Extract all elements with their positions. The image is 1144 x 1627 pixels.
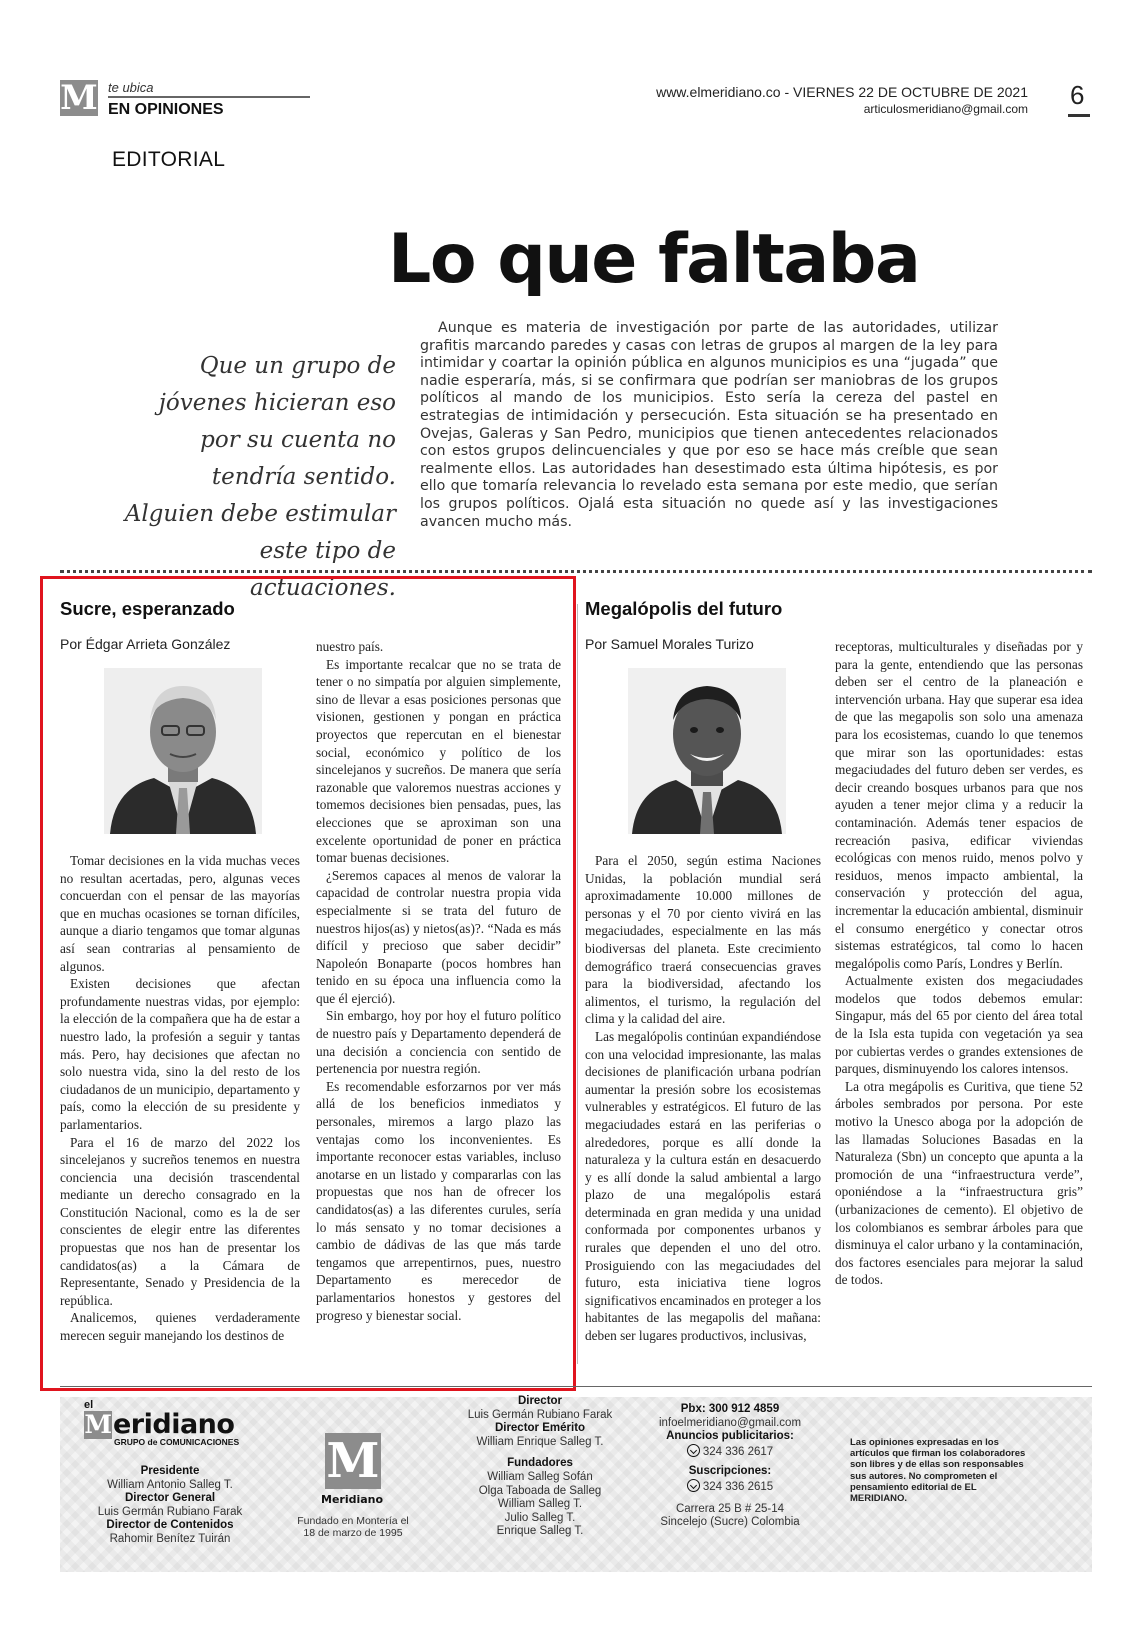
brand-name: eridiano — [113, 1409, 235, 1440]
ads-phone[interactable]: 324 336 2617 — [702, 1445, 774, 1458]
article-paragraph: receptoras, multiculturales y diseñadas por y para la gente, entendiendo que las personas deben ser el centro de la planeación e intervención urbana. Hay que superar esa idea de que las megapolis son solo una amenaza para los ecosistemas, cuando lo que tenemos que mirar son las oportunidades: estas megaciudades del futuro deben ser verdes, es decir creando bosques urbanos para que nos ayuden a tener mejor clima y a reducir la contaminación. Además tener espacios de recreación pasiva, edificar viviendas ecológicas con menos ruido, menos polvo y residuos, menos impacto ambiental, la conservación y protección del agua, incrementar la educación ambiental, disminuir el consumo energético y conectar otros sistemas estratégicos, tal como lo hacen megalópolis como París, Londres y Berlín. — [835, 639, 1083, 971]
article-title: Sucre, esperanzado — [60, 598, 235, 619]
founder-name: Enrique Salleg T. — [496, 1525, 584, 1538]
article-column — [60, 852, 300, 1345]
tagline: te ubica — [108, 80, 154, 95]
author-portrait-image — [628, 668, 786, 834]
article-column — [316, 638, 561, 1324]
brand-el: el — [84, 1399, 94, 1411]
site-and-date: www.elmeridiano.co - VIERNES 22 DE OCTUBRE DE 2021 — [656, 84, 1028, 100]
founder-name: Julio Salleg T. — [504, 1511, 576, 1524]
founded-note: Fundado en Montería el 18 de marzo de 1995 — [297, 1515, 409, 1539]
article-title: Megalópolis del futuro — [585, 598, 783, 619]
address: Carrera 25 B # 25-14 — [675, 1502, 785, 1515]
footer-logo-text: Meridiano — [321, 1493, 384, 1506]
article-paragraph: Es importante recalcar que no se trata de tener o no simpatía por alguien simplemente, sino de llevar a esas posiciones personas que visionen, gestionen y pongan en práctica proyectos que repercutan en el bienestar social, económico y político de los sincelejanos y sucreños. De manera que sería razonable que valoremos nuestras acciones y tomemos decisiones bien pensadas, pues, las elecciones que se aproximan son una excelente oportunidad de poner en práctica tomar buenas decisiones. — [316, 656, 561, 866]
disclaimer: Las opiniones expresadas en los artículos que firman los colaboradores son libres y de ellas son responsables sus autores. No comprometen el pensamiento editorial de EL MERIDIANO. — [850, 1437, 1026, 1505]
article-paragraph: Sin embargo, hoy por hoy el futuro político de nuestro país y Departamento dependerá de una decisión a conciencia con sentido de pertenencia por nuestra región. — [316, 1008, 561, 1077]
contact-email: articulosmeridiano@gmail.com — [863, 102, 1028, 116]
article-paragraph: Es recomendable esforzarnos por ver más allá de los beneficios inmediatos y personales, miremos a largo plazo las ventajas como los inconvenientes. Es importante reconocer estas variables, incluso anotarse en un listado y compararlas con las propuestas que nos han de ofrecer los candidatos(as) a las diferentes curules, sería lo más sensato y no tomar decisiones a cambio de dádivas de las que más tarde tengamos que arrepentirnos, pues, nuestro Departamento es merecedor de parlamentarios honestos y gestores del progreso y bienestar social. — [316, 1078, 561, 1323]
author-portrait-image — [104, 668, 262, 834]
section-label: EDITORIAL — [112, 148, 226, 171]
staff-role: Director Emérito — [494, 1422, 586, 1435]
brand-letter: M — [84, 1410, 112, 1439]
masthead-footer — [60, 1397, 1092, 1572]
contact-info — [650, 1403, 810, 1530]
dotted-divider — [60, 570, 1092, 573]
staff-role: Director de Contenidos — [106, 1519, 234, 1532]
article-paragraph: Existen decisiones que afectan profundamente nuestras vidas, por ejemplo: la elección de la compañera que ha de estar a nuestro lado, la profesión a seguir y tantas más. Pero, hay decisiones que afectan no solo nuestra vida, sino la del resto de los ciudadanos de un municipio, departamento y país, como la elección de su presidente y parlamentarios. — [60, 976, 300, 1132]
author-photo — [628, 668, 786, 834]
ads-label: Anuncios publicitarios: — [666, 1430, 794, 1443]
staff-name: Luis Germán Rubiano Farak — [97, 1505, 243, 1518]
staff-role: Director — [517, 1395, 563, 1407]
article-byline: Por Édgar Arrieta González — [60, 636, 231, 652]
staff-name: William Enrique Salleg T. — [476, 1435, 604, 1448]
founder-name: Olga Taboada de Salleg — [478, 1484, 602, 1497]
article-paragraph: Tomar decisiones en la vida muchas veces no resultan acertadas, pero, algunas veces concuerdan con el pensar de las mayorías que en muchas ocasiones se tornan difíciles, aunque a diario tengamos que tomar algunas así sean contrarias al pensamiento de algunos. — [60, 853, 300, 974]
section-name: EN OPINIONES — [108, 101, 224, 118]
brand-group: GRUPO de COMUNICACIONES — [114, 1437, 240, 1447]
editorial-headline: Lo que faltaba — [388, 220, 920, 299]
article-paragraph: Actualmente existen dos megaciudades modelos que todos debemos emular: Singapur, más del 65 por ciento del área total de la Isla esta tupida con vegetación ya sea por cubiertas verdes o grandes extensiones de parques, disminuyendo los calores intensos. — [835, 973, 1083, 1077]
info-email[interactable]: infoelmeridiano@gmail.com — [658, 1416, 802, 1429]
article-byline: Por Samuel Morales Turizo — [585, 636, 754, 652]
pull-quote: Que un grupo de jóvenes hicieran eso por su cuenta no tendría sentido. Alguien debe estimular este tipo de actuaciones. — [124, 353, 396, 601]
page-number-rule — [1068, 114, 1090, 117]
article-paragraph: Analicemos, quienes verdaderamente merecen seguir manejando los destinos de — [60, 1310, 300, 1344]
tagline-rule — [108, 96, 310, 98]
founder-name: William Salleg T. — [497, 1498, 583, 1511]
editorial-body: Aunque es materia de investigación por parte de las autoridades, utilizar grafitis marcando paredes y casas con letras de grupos al margen de la ley para intimidar y coartar la opinión pública en algunos municipios es una “jugada” que nadie esperaría, más, si se confirmara que podrían ser maniobras de los grupos políticos al mando de los municipios. Esto sería la cereza del pastel en estrategias de intimidación y persecución. Esta situación se ha presentado en Ovejas, Galeras y San Pedro, municipios que tienen antecedentes relacionados con estos grupos delincuenciales y que por eso se hace más creíble que sean realmente ellos. Las autoridades han desestimado esta última hipótesis, es por ello que tomaría relevancia lo revelado esta semana por este medio, que serían los grupos políticos. Ojalá esta situación no quede así y las investigaciones avancen mucho más. — [420, 320, 998, 530]
article-column — [835, 638, 1083, 1289]
article-column — [585, 852, 821, 1345]
staff-role: Presidente — [140, 1465, 200, 1477]
footer-rule — [60, 1386, 1092, 1387]
subs-phone[interactable]: 324 336 2615 — [702, 1480, 774, 1493]
subs-label: Suscripciones: — [688, 1465, 772, 1478]
city: Sincelejo (Sucre) Colombia — [660, 1516, 800, 1529]
article-paragraph: Para el 16 de marzo del 2022 los sincelejanos y sucreños tenemos en nuestra conciencia una decisión trascendental mediante un derecho consagrado en la Constitución Nacional, como es la de ser conscientes de elegir entre las diferentes propuestas que nos han de presentar los candidatos(as) a la Cámara de Representante, Senado y Presidencia de la república. — [60, 1134, 300, 1308]
page-number: 6 — [1070, 80, 1085, 110]
staff-role: Fundadores — [507, 1457, 573, 1470]
staff-left — [80, 1465, 260, 1547]
footer-brand — [84, 1399, 239, 1447]
brand-wordmark — [84, 1411, 239, 1439]
staff-center — [450, 1395, 630, 1539]
pbx: Pbx: 300 912 4859 — [680, 1403, 780, 1415]
staff-name: William Antonio Salleg T. — [107, 1478, 233, 1491]
staff-role: Director General — [124, 1492, 216, 1505]
article-paragraph: La otra megápolis es Curitiva, que tiene 52 árboles sembrados por persona. Por este motivo la Unesco aboga por la adopción de las llamadas Soluciones Basadas en la Naturaleza (Sbn) un concepto que apunta a la promoción de una “infraestructura verde”, oponiéndose a la “infraestructura gris” (urbanizaciones de cemento). El objetivo de los colombianos es sembrar árboles para que disminuya el calor urbano y la contaminación, dos factores esenciales para mejorar la salud de todos. — [835, 1078, 1083, 1288]
column-divider — [577, 604, 578, 1364]
whatsapp-icon — [687, 1444, 700, 1457]
footer-logo: M — [326, 1433, 380, 1489]
article-paragraph: ¿Seremos capaces al menos de valorar la capacidad de controlar nuestra propia vida especialmente si se trata del futuro de nuestros hijos(as) y nietos(as)?. “Nada es más difícil y precioso que saber decidir” Napoleón Bonaparte (pocos hombres han tenido en su época una influencia como la que él ejerció). — [316, 867, 561, 1006]
staff-name: Rahomir Benítez Tuirán — [109, 1532, 231, 1545]
article-paragraph: Para el 2050, según estima Naciones Unidas, la población mundial será aproximadamente 10.000 millones de personas y el 70 por ciento vivirá en las megaciudades, especialmente en las más biodiversas del planeta. Este crecimiento demográfico traerá consecuencias graves para la biodiversidad, afectando los alimentos, el turismo, la regulación del clima y la calidad del aire. — [585, 853, 821, 1027]
ads-phone-row — [650, 1444, 810, 1460]
author-photo — [104, 668, 262, 834]
newspaper-logo: M — [60, 78, 98, 118]
staff-name: Luis Germán Rubiano Farak — [467, 1408, 613, 1421]
subs-phone-row — [650, 1479, 810, 1495]
article-paragraph: Las megalópolis continúan expandiéndose con una velocidad impresionante, las malas decisiones de planificación urbana podrían aumentar la presión sobre los ecosistemas vulnerables y estratégicos. El futuro de las megaciudades estará en las periferias o alrededores, porque es allí donde la naturaleza y la cultura están en desacuerdo y es allí donde la salud ambiental a largo plazo de una megalópolis estará determinada en gran medida y una unidad conformada por componentes urbanos y rurales que dependen el uno del otro. Prosiguiendo con las megaciudades del futuro, esta iniciativa tiene logros significativos encaminados en proteger a los habitantes de las megapolis del mañana: deben ser lugares productivos, inclusivas, — [585, 1028, 821, 1344]
article-paragraph: nuestro país. — [316, 639, 384, 654]
whatsapp-icon — [687, 1479, 700, 1492]
founder-name: William Salleg Sofán — [487, 1470, 593, 1483]
